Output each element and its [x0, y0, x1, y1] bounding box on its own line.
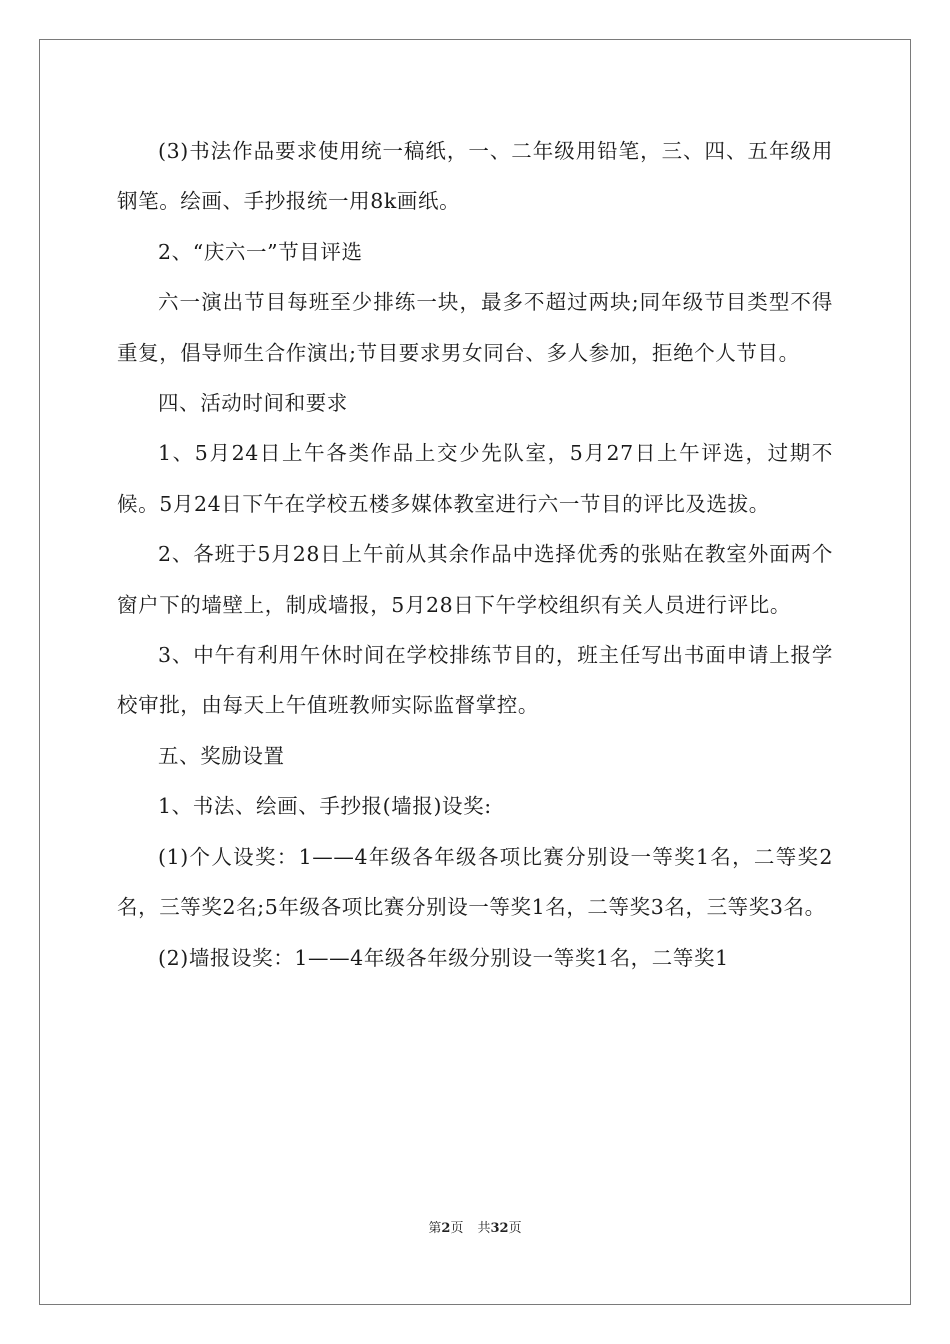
paragraph: (1)个人设奖：1——4年级各年级各项比赛分别设一等奖1名，二等奖2名，三等奖2名;5年级各项比赛分别设一等奖1名，二等奖3名，三等奖3名。 — [117, 844, 833, 920]
paragraph: (3)书法作品要求使用统一稿纸，一、二年级用铅笔，三、四、五年级用钢笔。绘画、手抄报统一用8k画纸。 — [117, 139, 833, 214]
paragraph: 2、“庆六一”节目评选 — [158, 239, 363, 264]
total-page-count: 32 — [490, 1221, 509, 1236]
footer-prefix: 第 — [428, 1221, 442, 1236]
current-page-number: 2 — [441, 1221, 451, 1236]
paragraph: 3、中午有利用午休时间在学校排练节目的，班主任写出书面申请上报学校审批，由每天上午值班教师实际监督掌控。 — [117, 643, 833, 718]
page-footer — [0, 1217, 950, 1236]
footer-total-prefix: 共 — [477, 1221, 491, 1236]
paragraph: 1、书法、绘画、手抄报(墙报)设奖: — [158, 794, 492, 819]
section-heading: 五、奖励设置 — [158, 743, 285, 768]
paragraph: (2)墙报设奖：1——4年级各年级分别设一等奖1名，二等奖1 — [158, 945, 729, 970]
footer-page-suffix: 页 — [450, 1221, 464, 1236]
paragraph: 2、各班于5月28日上午前从其余作品中选择优秀的张贴在教室外面两个窗户下的墙壁上，制成墙报，5月28日下午学校组织有关人员进行评比。 — [117, 542, 833, 617]
paragraph: 1、5月24日上午各类作品上交少先队室，5月27日上午评选，过期不候。5月24日下午在学校五楼多媒体教室进行六一节目的评比及选拔。 — [117, 441, 833, 516]
paragraph: 六一演出节目每班至少排练一块，最多不超过两块;同年级节目类型不得重复，倡导师生合作演出;节目要求男女同台、多人参加，拒绝个人节目。 — [117, 290, 833, 365]
section-heading: 四、活动时间和要求 — [158, 391, 348, 416]
document-body — [117, 126, 833, 983]
footer-total-suffix: 页 — [508, 1221, 522, 1236]
